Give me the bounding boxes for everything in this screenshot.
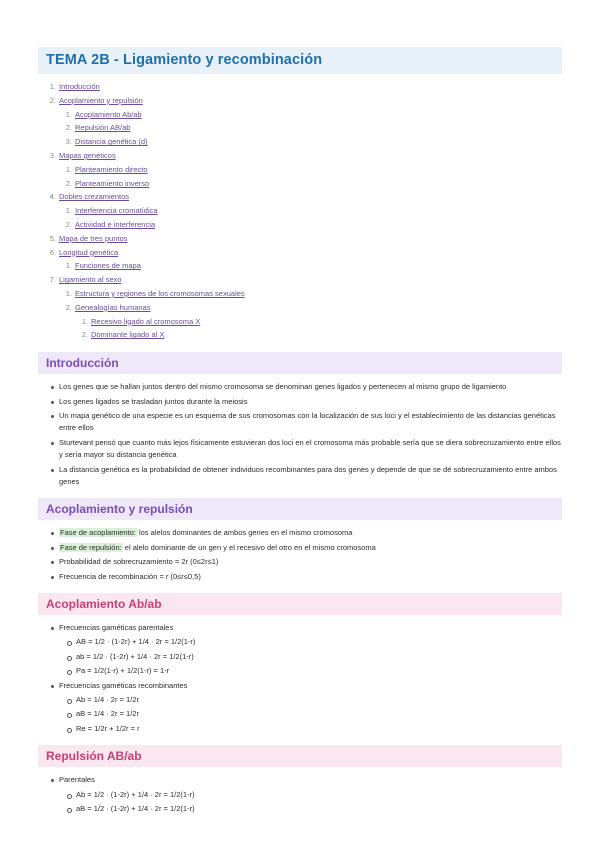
bullet-text: Frecuencias gaméticas parentales <box>59 623 174 633</box>
toc-item-number: 1. <box>49 82 56 91</box>
toc-link[interactable]: Planteamiento inverso <box>75 178 150 188</box>
bullet-item <box>38 410 562 435</box>
toc-item-number: 1. <box>65 109 72 119</box>
bullet-text: Ab = 1/2 · (1-2r) + 1/4 · 2r = 1/2(1-r) <box>76 789 195 799</box>
toc-item-number: 6. <box>49 247 56 257</box>
toc-link[interactable]: Acoplamiento y repulsión <box>59 95 143 105</box>
toc-item-number: 2. <box>65 219 72 229</box>
section-heading: Repulsión AB/ab <box>46 749 142 764</box>
bullet-text: Frecuencias gaméticas recombinantes <box>59 680 188 690</box>
toc-link[interactable]: Recesivo ligado al cromosoma X <box>91 316 201 326</box>
toc-item <box>38 163 562 177</box>
toc-item <box>38 246 562 260</box>
toc-link[interactable]: Ligamiento al sexo <box>59 275 122 285</box>
bullet-item <box>38 571 562 583</box>
bullet-item <box>38 527 562 539</box>
toc-item-number: 1. <box>65 206 72 216</box>
toc-item <box>38 328 562 342</box>
toc-item-number: 2. <box>65 302 72 312</box>
bullet-text: Ab = 1/4 · 2r = 1/2r <box>76 695 139 705</box>
toc-item-number: 2. <box>81 330 88 340</box>
toc-item-number: 2. <box>65 178 72 188</box>
bullet-text: AB = 1/2 · (1-2r) + 1/4 · 2r = 1/2(1-r) <box>76 637 196 647</box>
bullet-text: los alelos dominantes de ambos genes en el mismo cromosoma <box>136 528 353 538</box>
sections-container <box>38 352 562 815</box>
toc-link[interactable]: Genealogías humanas <box>75 302 151 312</box>
toc-item-number: 3. <box>49 150 56 160</box>
bullet-text: Un mapa genético de una especie es un esquema de sus cromosomas con la localización de sus loci y el establecimiento de las distancias genéticas entre ellos <box>59 410 556 433</box>
bullet-item <box>38 680 562 692</box>
toc-link[interactable]: Dobles crezamientos <box>59 192 130 202</box>
toc-item <box>38 204 562 218</box>
bullet-item <box>38 774 562 786</box>
bullet-list <box>38 381 562 488</box>
sub-bullet-item <box>38 789 562 801</box>
toc-item <box>38 287 562 301</box>
section-heading-bar <box>38 498 562 520</box>
sub-bullet-item <box>38 803 562 815</box>
sub-bullet-item <box>38 694 562 706</box>
toc-item <box>38 177 562 191</box>
toc-link[interactable]: Dominante ligado al X <box>91 330 165 340</box>
section-heading: Introducción <box>46 356 119 371</box>
bullet-text: Frecuencia de recombinación = r (0≤r≤0,5) <box>59 571 201 581</box>
toc-item <box>38 135 562 149</box>
bullet-text: ab = 1/2 · (1-2r) + 1/4 · 2r = 1/2(1-r) <box>76 651 194 661</box>
sub-bullet-item <box>38 665 562 677</box>
section-heading: Acoplamiento y repulsión <box>46 502 193 517</box>
bullet-list <box>38 774 562 815</box>
table-of-contents <box>38 80 562 342</box>
bullet-text: aB = 1/4 · 2r = 1/2r <box>76 709 139 719</box>
toc-link[interactable]: Funciones de mapa <box>75 261 141 271</box>
toc-item-number: 3. <box>65 137 72 147</box>
toc-link[interactable]: Estructura y regiones de los cromosomas sexuales <box>75 288 245 298</box>
toc-item <box>38 301 562 315</box>
sub-bullet-item <box>38 708 562 720</box>
sub-bullet-item <box>38 636 562 648</box>
toc-item <box>38 190 562 204</box>
bullet-text: Sturtevant pensó que cuanto más lejos físicamente estuvieran dos loci en el cromosoma más probable sería que se diera sobrecruzamiento entre ellos y sería mayor su distancia genética <box>59 437 561 460</box>
bullet-text: Probabilidad de sobrecruzamiento = 2r (0≤2r≤1) <box>59 557 219 567</box>
bullet-list <box>38 527 562 583</box>
toc-link[interactable]: Planteamiento directo <box>75 164 148 174</box>
bullet-item <box>38 542 562 554</box>
section-heading-bar <box>38 352 562 374</box>
sub-bullet-item <box>38 723 562 735</box>
toc-item <box>38 149 562 163</box>
toc-item <box>38 259 562 273</box>
toc-list <box>38 80 562 342</box>
toc-item <box>38 108 562 122</box>
toc-item-number: 1. <box>65 261 72 271</box>
bullet-text: Los genes que se hallan juntos dentro del mismo cromosoma se denominan genes ligados y pertenecen al mismo grupo de ligamiento <box>59 382 507 392</box>
toc-item-number: 1. <box>81 316 88 326</box>
toc-item <box>38 232 562 246</box>
section-heading-bar <box>38 745 562 767</box>
toc-link[interactable]: Longitud genética <box>59 247 119 257</box>
bullet-text: La distancia genética es la probabilidad de obtener individuos recombinantes para dos genes y depende de que se dé sobrecruzamiento entre ambos genes <box>59 464 557 486</box>
document-page <box>38 47 562 817</box>
section-heading-bar <box>38 593 562 615</box>
toc-item <box>38 121 562 135</box>
bullet-item <box>38 556 562 568</box>
toc-item-number: 4. <box>49 192 56 202</box>
page-title: TEMA 2B - Ligamiento y recombinación <box>46 52 323 68</box>
bullet-text: Re = 1/2r + 1/2r = r <box>76 723 140 733</box>
bullet-item <box>38 622 562 634</box>
sub-bullet-item <box>38 651 562 663</box>
section-heading: Acoplamiento Ab/ab <box>46 597 162 612</box>
toc-link[interactable]: Repulsión AB/ab <box>75 123 131 133</box>
toc-item <box>38 94 562 108</box>
title-banner <box>38 47 562 74</box>
bullet-list <box>38 622 562 735</box>
toc-item <box>38 273 562 287</box>
toc-link[interactable]: Introducción <box>59 82 100 91</box>
bullet-text: Parentales <box>59 775 95 785</box>
bullet-text: Pa = 1/2(1-r) + 1/2(1-r) = 1-r <box>76 666 170 676</box>
bullet-text: aB = 1/2 · (1-2r) + 1/4 · 2r = 1/2(1-r) <box>76 804 195 814</box>
bullet-item <box>38 396 562 408</box>
toc-link[interactable]: Actividad e interferencia <box>75 219 156 229</box>
toc-item-number: 1. <box>65 288 72 298</box>
toc-link[interactable]: Mapas genéticos <box>59 150 116 160</box>
toc-item <box>38 80 562 94</box>
bullet-text: el alelo dominante de un gen y el recesivo del otro en el mismo cromosoma <box>122 542 376 552</box>
toc-link[interactable]: Acoplamiento Ab/ab <box>75 109 142 119</box>
toc-item-number: 5. <box>49 233 56 243</box>
highlighted-term: Fase de acoplamiento: <box>60 528 136 538</box>
highlighted-term: Fase de repulsión: <box>60 542 122 552</box>
toc-item-number: 2. <box>65 123 72 133</box>
toc-item <box>38 315 562 329</box>
bullet-item <box>38 464 562 489</box>
bullet-item <box>38 381 562 393</box>
toc-item-number: 7. <box>49 275 56 285</box>
toc-item <box>38 218 562 232</box>
toc-item-number: 1. <box>65 164 72 174</box>
toc-item-number: 2. <box>49 95 56 105</box>
bullet-item <box>38 437 562 462</box>
toc-link[interactable]: Mapa de tres puntos <box>59 233 128 243</box>
toc-link[interactable]: Distancia genética (d) <box>75 137 148 147</box>
toc-link[interactable]: Interferencia cromatídica <box>75 206 158 216</box>
bullet-text: Los genes ligados se trasladan juntos durante la meiosis <box>59 396 248 406</box>
